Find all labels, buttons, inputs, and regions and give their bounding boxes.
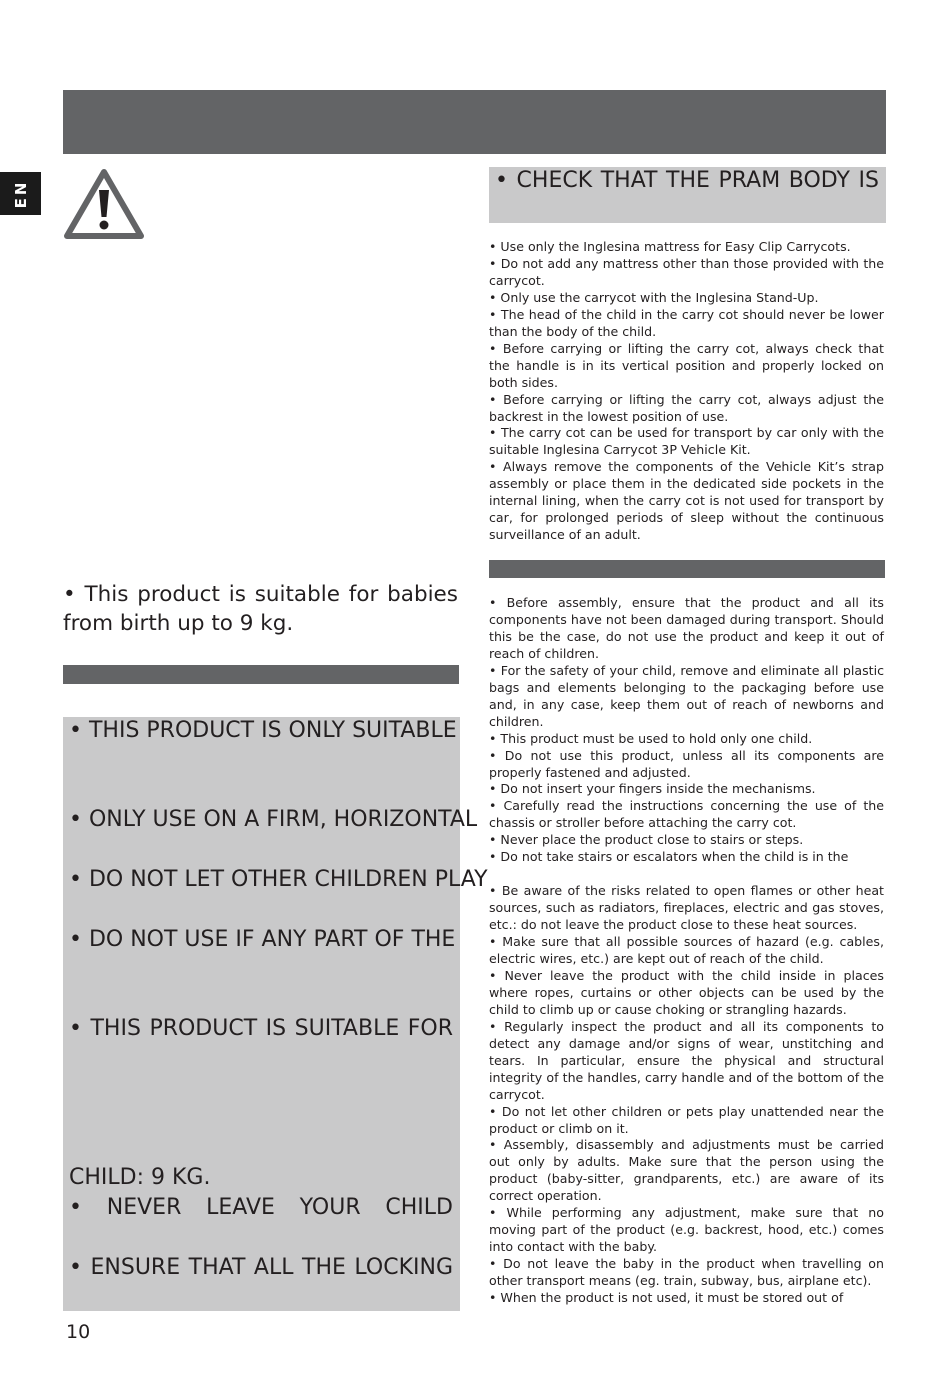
- instruction-item: • Make sure that all possible sources of hazard (e.g. cables, electric wires, etc.) are kept out of reach of the child.: [489, 934, 884, 966]
- check-heading-box: [489, 167, 886, 223]
- instruction-item: • Regularly inspect the product and all its components to detect any damage and/or signs of wear, unstitching and tears. In particular, ensure the physical and structural integrity of the handles, carry handle and of the bottom of the carrycot.: [489, 1018, 884, 1102]
- warning-line: • ONLY USE ON A FIRM, HORIZONTAL: [69, 807, 478, 832]
- check-heading: • CHECK THAT THE PRAM BODY IS: [495, 168, 879, 193]
- instruction-item: • Do not take stairs or escalators when the child is in the: [489, 849, 849, 865]
- instruction-item: • While performing any adjustment, make sure that no moving part of the product (e.g. backrest, hood, etc.) comes into contact with the baby.: [489, 1205, 884, 1255]
- warning-line: • ENSURE THAT ALL THE LOCKING: [69, 1255, 453, 1280]
- instruction-item: • Before assembly, ensure that the product and all its components have not been damaged during transport. Should this be the case, do not use the product and keep it out of reach of children.: [489, 595, 884, 661]
- instruction-item: • Never leave the product with the child inside in places where ropes, curtains or other objects can be used by the child to climb up or cause choking or strangling hazards.: [489, 967, 884, 1017]
- instruction-item: • When the product is not used, it must be stored out of: [489, 1290, 844, 1306]
- warning-triangle-icon: [62, 166, 146, 241]
- instruction-item: • Use only the Inglesina mattress for Easy Clip Carrycots.: [489, 239, 851, 254]
- section-bar-left: [63, 665, 459, 684]
- instruction-item: • Do not let other children or pets play unattended near the product or climb on it.: [489, 1103, 884, 1136]
- warnings-box: [63, 717, 488, 1311]
- instruction-item: • Do not insert your fingers inside the mechanisms.: [489, 781, 816, 797]
- instruction-item: • The carry cot can be used for transport by car only with the suitable Inglesina Carrycot 3P Vehicle Kit.: [489, 425, 884, 458]
- instruction-item: • Carefully read the instructions concerning the use of the chassis or stroller before attaching the carry cot.: [489, 798, 884, 831]
- instruction-item: • This product must be used to hold only one child.: [489, 730, 813, 746]
- blank-line: [489, 866, 884, 883]
- warning-line: • NEVER LEAVE YOUR CHILD: [69, 1195, 453, 1220]
- instruction-item: • Always remove the components of the Vehicle Kit’s strap assembly or place them in the dedicated side pockets in the internal lining, when the carry cot is not used for transport by car, for prolonged periods of sleep without the continuous surveillance of an adult.: [489, 459, 884, 543]
- suitability-text: • This product is suitable for babies from birth up to 9 kg.: [63, 582, 458, 636]
- instruction-item: • Do not use this product, unless all its components are properly fastened and adjusted.: [489, 747, 884, 780]
- instruction-item: • Before carrying or lifting the carry cot, always check that the handle is in its vertical position and properly locked on both sides.: [489, 340, 884, 390]
- instruction-item: • The head of the child in the carry cot should never be lower than the body of the child.: [489, 306, 884, 339]
- instruction-item: • Before carrying or lifting the carry cot, always adjust the backrest in the lowest position of use.: [489, 391, 884, 424]
- warning-line: • DO NOT LET OTHER CHILDREN PLAY: [69, 867, 488, 892]
- warning-line: • DO NOT USE IF ANY PART OF THE: [69, 927, 456, 952]
- instruction-item: • For the safety of your child, remove and eliminate all plastic bags and elements belonging to the packaging before use and, in any case, keep them out of reach of newborns and children.: [489, 662, 884, 729]
- warning-line: • THIS PRODUCT IS SUITABLE FOR: [69, 1016, 453, 1041]
- language-label: EN: [11, 179, 30, 208]
- carrycot-instructions: [489, 239, 884, 544]
- page-number: 10: [66, 1321, 91, 1343]
- language-tab: [0, 172, 41, 215]
- instruction-item: • Be aware of the risks related to open flames or other heat sources, such as radiators, fireplaces, electric and gas stoves, etc.: do not leave the product close to these heat sources.: [489, 883, 884, 933]
- section-bar-right: [489, 560, 885, 578]
- general-instructions: [489, 595, 884, 1307]
- warning-line: • THIS PRODUCT IS ONLY SUITABLE: [69, 718, 457, 743]
- instruction-item: • Never place the product close to stairs or steps.: [489, 832, 804, 848]
- instruction-item: • Only use the carrycot with the Inglesina Stand-Up.: [489, 289, 819, 305]
- instruction-item: • Assembly, disassembly and adjustments must be carried out only by adults. Make sure that the person using the product (baby-sitter, grandparents, etc.) are aware of its correct operation.: [489, 1137, 884, 1204]
- warning-line: CHILD: 9 KG.: [69, 1165, 211, 1190]
- instruction-item: • Do not add any mattress other than those provided with the carrycot.: [489, 255, 884, 288]
- instruction-item: • Do not leave the baby in the product when travelling on other transport means (eg. train, subway, bus, airplane etc).: [489, 1256, 884, 1289]
- header-bar: [63, 90, 886, 154]
